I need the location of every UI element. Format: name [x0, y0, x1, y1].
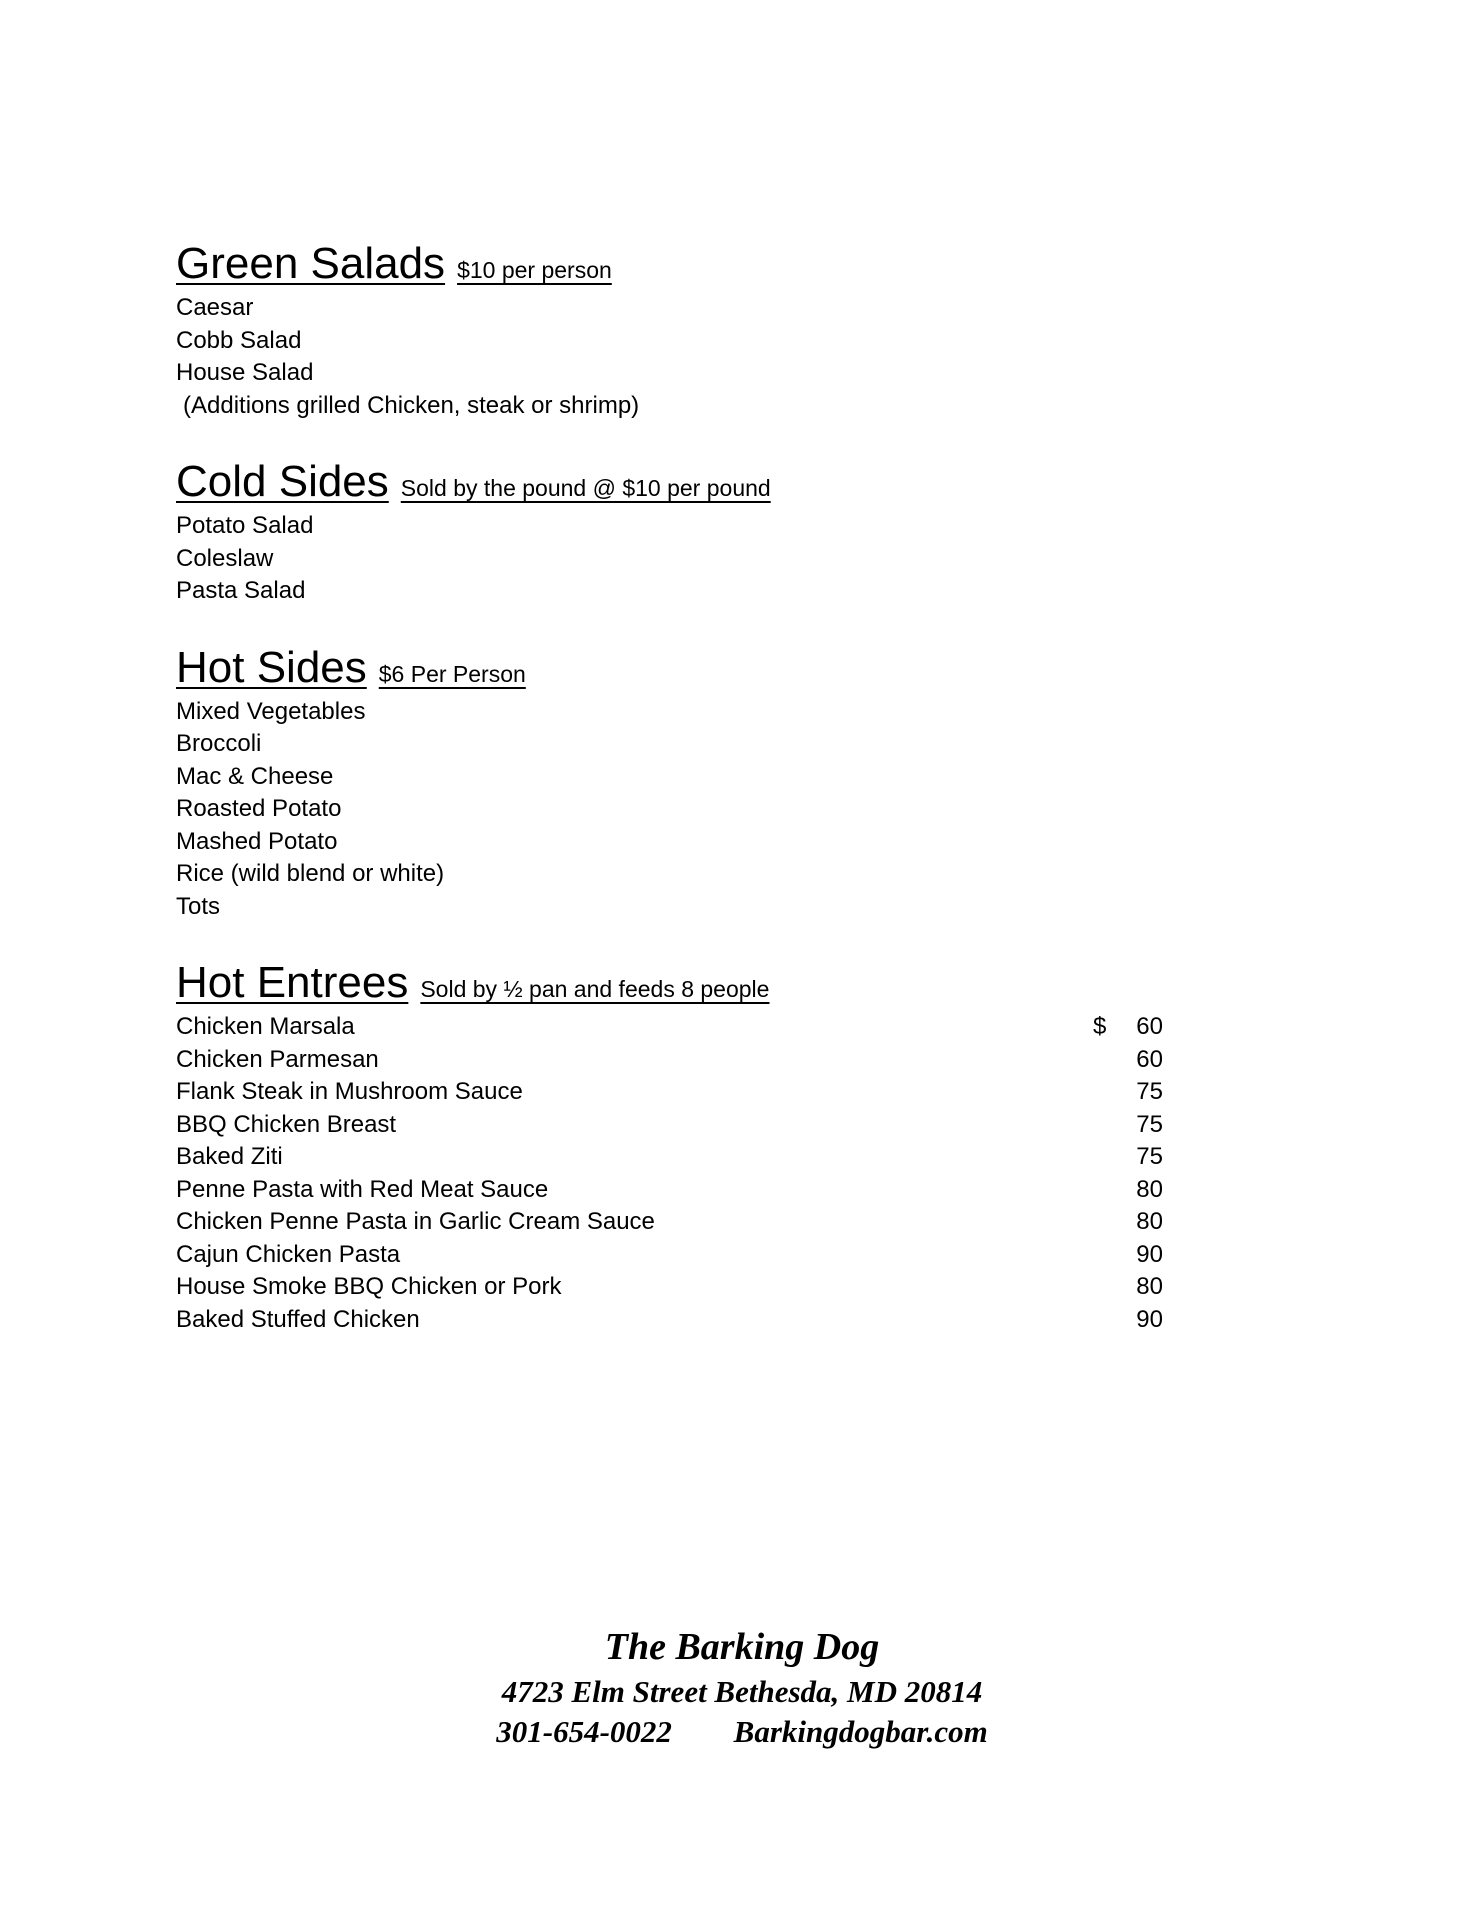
menu-item: Caesar [176, 294, 254, 321]
section-hot-sides [176, 642, 1176, 924]
phone-number: 301-654-0022 [496, 1714, 672, 1749]
price-amount: 80 [1136, 1273, 1163, 1300]
catering-menu [176, 239, 1176, 1374]
entree-name: Chicken Penne Pasta in Garlic Cream Sauce [176, 1208, 655, 1235]
section-title: Hot Sides [176, 642, 367, 692]
section-green-salads [176, 239, 1176, 422]
restaurant-contact [0, 1712, 1484, 1752]
section-header [176, 457, 1176, 506]
entree-price [1093, 1076, 1163, 1109]
price-amount: 80 [1136, 1175, 1163, 1203]
section-price-note: $6 Per Person [378, 660, 526, 687]
entree-row [176, 1271, 1163, 1304]
section-price-note: Sold by ½ pan and feeds 8 people [420, 976, 770, 1002]
entree-price [1093, 1206, 1163, 1239]
menu-item: Roasted Potato [176, 795, 342, 822]
menu-item: Tots [176, 892, 221, 920]
restaurant-name: The Barking Dog [604, 1626, 880, 1668]
menu-item: Coleslaw [176, 544, 274, 572]
currency-symbol: $ [1093, 1013, 1107, 1040]
entree-name: Cajun Chicken Pasta [176, 1240, 401, 1268]
section-hot-entrees [176, 958, 1176, 1336]
menu-item: Mixed Vegetables [176, 697, 366, 725]
price-amount: 80 [1136, 1208, 1163, 1235]
restaurant-address: 4723 Elm Street Bethesda, MD 20814 [501, 1674, 983, 1709]
price-amount: 90 [1136, 1305, 1163, 1333]
entree-price [1093, 1174, 1163, 1207]
entree-name: House Smoke BBQ Chicken or Pork [176, 1273, 562, 1300]
menu-item: Cobb Salad [176, 326, 302, 354]
section-title: Cold Sides [176, 457, 389, 506]
menu-item: Mac & Cheese [176, 762, 334, 790]
menu-item: Potato Salad [176, 512, 314, 539]
entree-name: Penne Pasta with Red Meat Sauce [176, 1175, 549, 1203]
section-title: Green Salads [176, 239, 446, 288]
entree-row [176, 1011, 1163, 1044]
section-price-note: $10 per person [457, 257, 612, 283]
section-title: Hot Entrees [176, 958, 409, 1007]
menu-item: Rice (wild blend or white) [176, 860, 445, 887]
price-amount: 75 [1136, 1110, 1163, 1138]
entree-price [1093, 1304, 1163, 1337]
section-header [176, 239, 1176, 288]
menu-item-additions: (Additions grilled Chicken, steak or shrimp) [183, 391, 640, 419]
entree-price [1093, 1109, 1163, 1142]
price-amount: 60 [1136, 1013, 1163, 1040]
price-amount: 75 [1136, 1078, 1163, 1105]
entree-name: Baked Ziti [176, 1143, 283, 1170]
entree-name: Chicken Parmesan [176, 1045, 379, 1073]
restaurant-footer [0, 1622, 1484, 1752]
menu-item: House Salad [176, 359, 314, 386]
entree-row [176, 1141, 1163, 1174]
section-price-note: Sold by the pound @ $10 per pound [400, 475, 771, 501]
menu-item: Pasta Salad [176, 577, 306, 604]
entree-row [176, 1239, 1163, 1272]
entree-row [176, 1076, 1163, 1109]
price-amount: 60 [1136, 1045, 1163, 1073]
entree-row [176, 1109, 1163, 1142]
menu-item: Broccoli [176, 730, 262, 757]
section-header [176, 958, 1176, 1007]
entree-row [176, 1206, 1163, 1239]
entree-price [1093, 1044, 1163, 1077]
price-amount: 90 [1136, 1240, 1163, 1268]
entree-price [1093, 1141, 1163, 1174]
menu-item: Mashed Potato [176, 827, 338, 855]
entree-name: BBQ Chicken Breast [176, 1110, 397, 1138]
entree-row [176, 1174, 1163, 1207]
section-header [176, 642, 1176, 692]
price-amount: 75 [1136, 1143, 1163, 1170]
entree-row [176, 1304, 1163, 1337]
entree-name: Flank Steak in Mushroom Sauce [176, 1078, 523, 1105]
entree-price [1093, 1011, 1163, 1044]
entree-price [1093, 1271, 1163, 1304]
entree-name: Baked Stuffed Chicken [176, 1305, 420, 1333]
entree-price [1093, 1239, 1163, 1272]
section-cold-sides [176, 457, 1176, 608]
entree-row [176, 1044, 1163, 1077]
website-link[interactable]: Barkingdogbar.com [733, 1714, 988, 1749]
entree-name: Chicken Marsala [176, 1013, 355, 1040]
